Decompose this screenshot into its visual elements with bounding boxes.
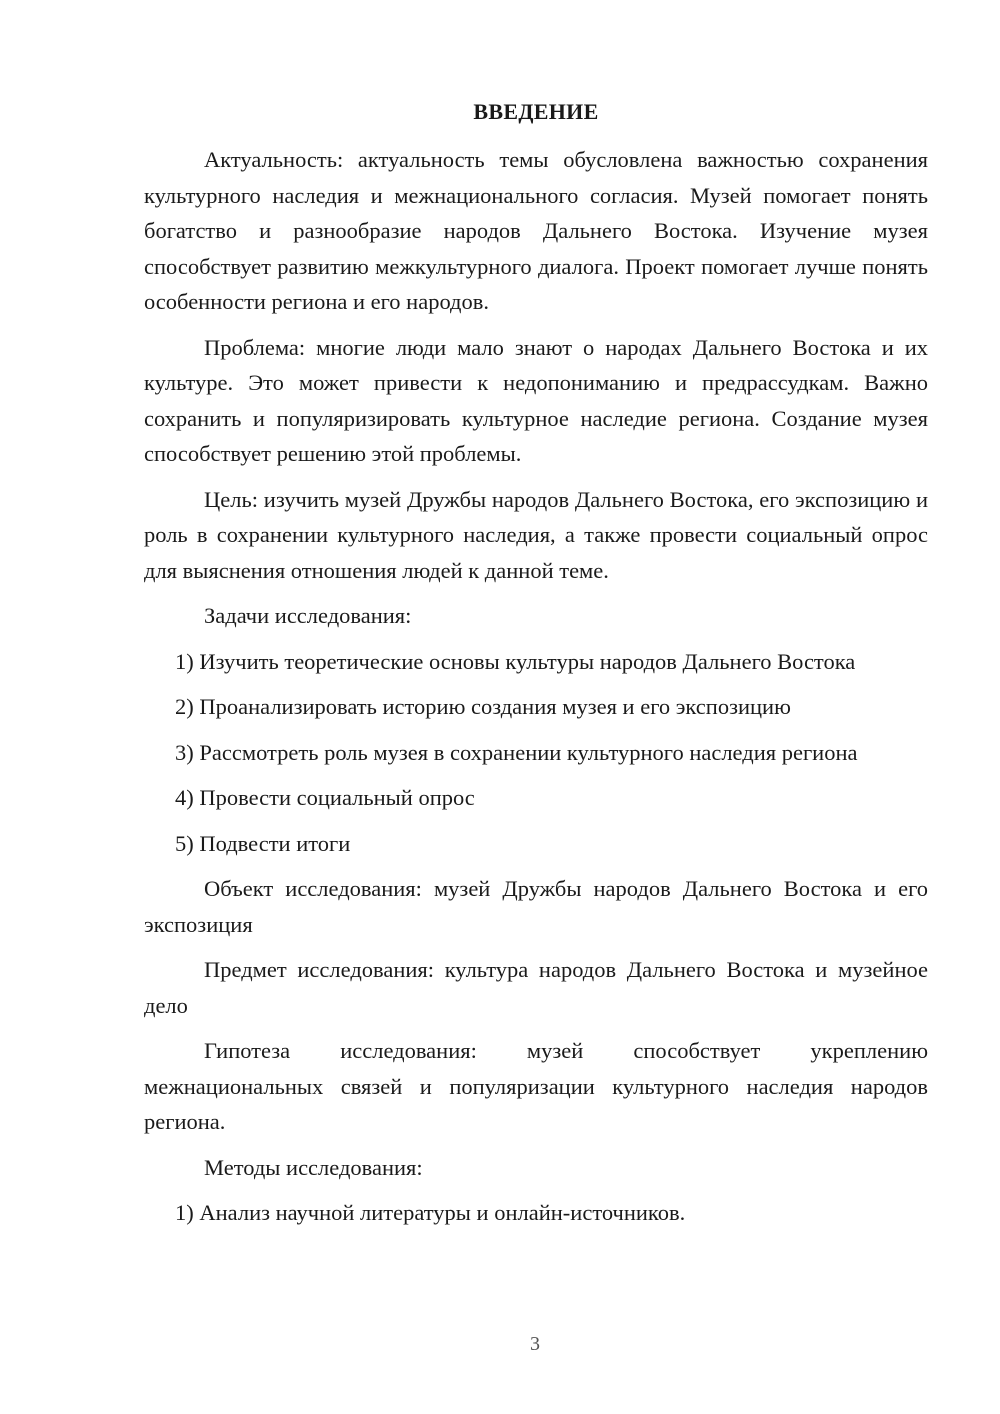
- page-number: 3: [530, 1333, 540, 1355]
- object-paragraph: Объект исследования: музей Дружбы народов Дальнего Востока и его экспозиция: [144, 876, 928, 937]
- task-item: 4) Провести социальный опрос: [175, 785, 475, 810]
- section-title: ВВЕДЕНИЕ: [473, 99, 599, 124]
- task-item: 2) Проанализировать историю создания музея и его экспозицию: [175, 694, 791, 719]
- methods-heading: Методы исследования:: [204, 1154, 423, 1180]
- relevance-paragraph: Актуальность: актуальность темы обусловлена важностью сохранения культурного наследия и межнационального согласия. Музей помогает понять богатство и разнообразие народов Дальнего Востока. Изучение музея способствует развитию межкультурного диалога. Проект помогает лучше понять особенности региона и его народов.: [144, 147, 928, 314]
- tasks-heading: Задачи исследования:: [204, 603, 412, 628]
- task-item: 3) Рассмотреть роль музея в сохранении культурного наследия региона: [175, 739, 858, 765]
- method-item: 1) Анализ научной литературы и онлайн-источников.: [175, 1200, 686, 1225]
- problem-paragraph: Проблема: многие люди мало знают о народах Дальнего Востока и их культуре. Это может привести к недопониманию и предрассудкам. Важно сохранить и популяризировать культурное наследие региона. Создание музея способствует решению этой проблемы.: [144, 334, 928, 466]
- document-page: [144, 96, 928, 1241]
- task-item: 5) Подвести итоги: [175, 830, 351, 856]
- subject-paragraph: Предмет исследования: культура народов Дальнего Востока и музейное дело: [144, 957, 928, 1018]
- goal-paragraph: Цель: изучить музей Дружбы народов Дальнего Востока, его экспозицию и роль в сохранении культурного наследия, а также провести социальный опрос для выяснения отношения людей к данной теме.: [144, 486, 928, 583]
- task-item: 1) Изучить теоретические основы культуры народов Дальнего Востока: [175, 648, 856, 674]
- hypothesis-paragraph: Гипотеза исследования: музей способствует укреплению межнациональных связей и популяризации культурного наследия народов региона.: [144, 1038, 928, 1134]
